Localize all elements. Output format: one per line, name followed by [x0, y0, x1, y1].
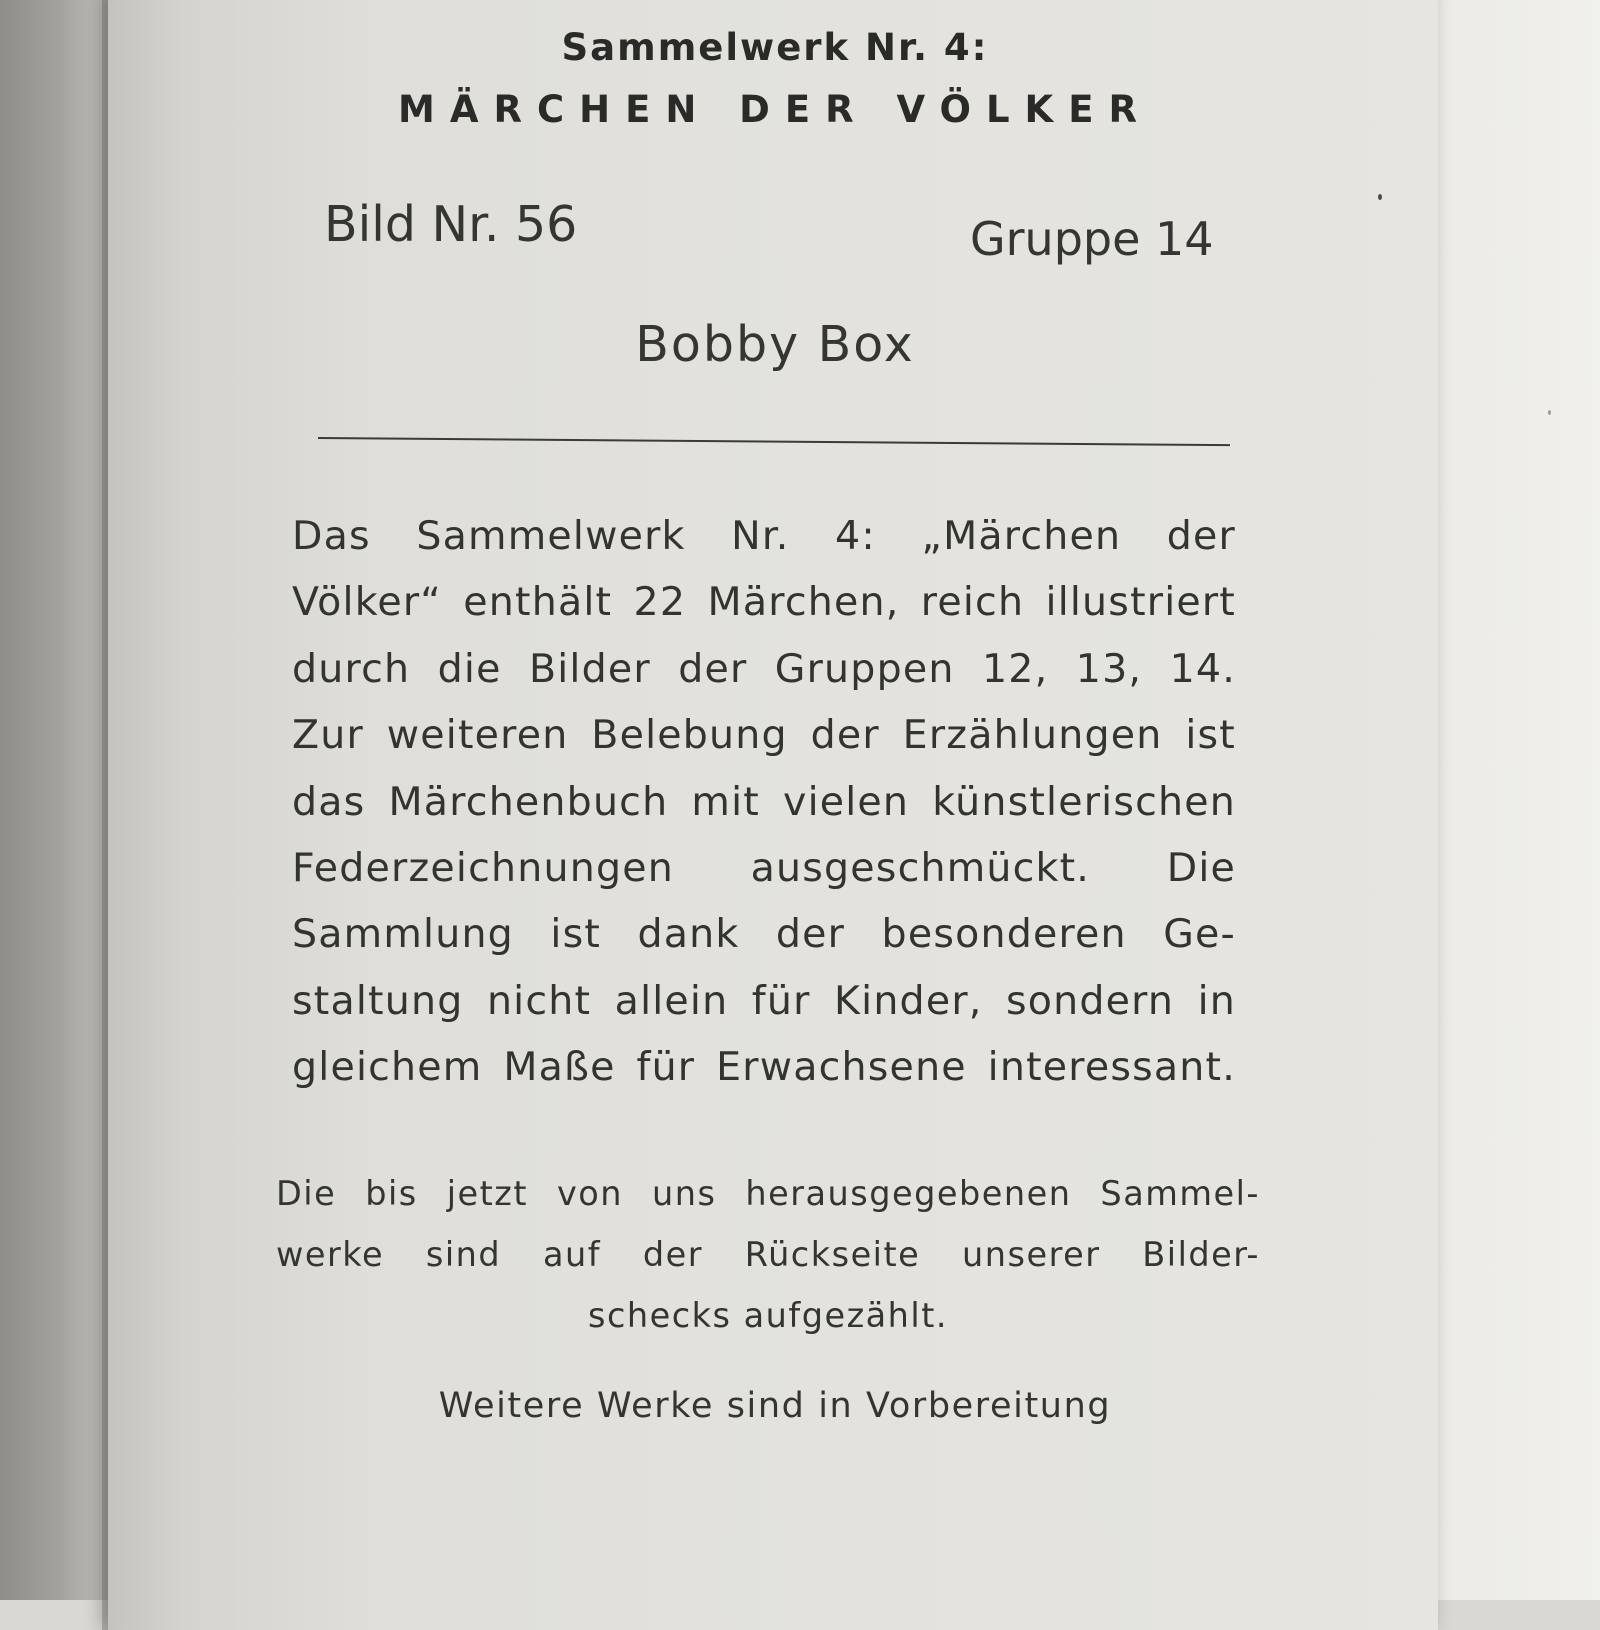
- series-heading: Sammelwerk Nr. 4:: [561, 26, 989, 69]
- series-title: MÄRCHEN DER VÖLKER: [398, 88, 1152, 131]
- paper-speck: [1548, 410, 1551, 415]
- description-line: durch die Bilder der Gruppen 12, 13, 14.: [292, 645, 1236, 692]
- collections-note: [276, 1163, 1260, 1346]
- note-line: Die bis jetzt von uns herausgegebenen Sammel-: [276, 1174, 1260, 1213]
- note-line: werke sind auf der Rückseite unserer Bilder-: [276, 1235, 1260, 1274]
- description-line: Federzeichnungen ausgeschmückt. Die: [292, 845, 1236, 892]
- description-line: Sammlung ist dank der besonderen Ge-: [292, 911, 1236, 958]
- description-line: gleichem Maße für Erwachsene interessant.: [292, 1044, 1236, 1091]
- footer-notice: Weitere Werke sind in Vorbereitung: [438, 1386, 1112, 1426]
- card-title: Bobby Box: [635, 316, 915, 373]
- description-paragraph: [292, 503, 1236, 1101]
- description-line: Zur weiteren Belebung der Erzählungen ist: [292, 712, 1236, 759]
- picture-number: Bild Nr. 56: [324, 196, 578, 253]
- description-line: Das Sammelwerk Nr. 4: „Märchen der: [292, 513, 1236, 559]
- description-line: das Märchenbuch mit vielen künstlerischen: [292, 778, 1236, 825]
- paper-speck: [1378, 194, 1382, 200]
- description-line: Völker“ enthält 22 Märchen, reich illustriert: [292, 579, 1236, 626]
- description-line: staltung nicht allein für Kinder, sondern in: [292, 977, 1236, 1024]
- group-number: Gruppe 14: [970, 212, 1214, 266]
- note-line: schecks aufgezählt.: [588, 1296, 948, 1335]
